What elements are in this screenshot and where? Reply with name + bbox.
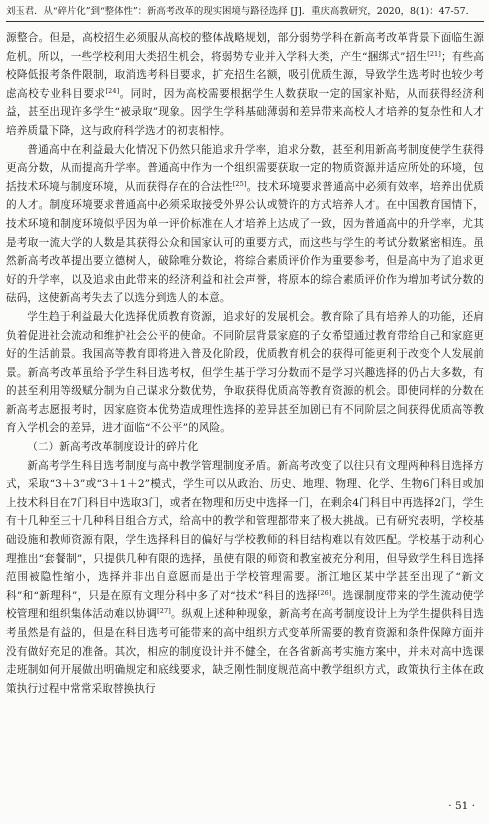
article-body xyxy=(6,29,484,698)
citation-ref: [24] xyxy=(105,86,120,95)
header-rule xyxy=(6,21,484,22)
paragraph-1: 源整合。但是，高校招生必须服从高校的整体战略规划，部分弱势学科在新高考改革背景下面临生源危机。所以，一些学校利用大类招生机会，将弱势专业并入学科大类，产生“捆绑式”招生[21]；有些高校降低报考条件限制，取消选考科目要求，扩充招生名额，吸引优质生源，导致学生选考时也较少考虑高校专业科目要求[24]。同时，因为高校需要根据学生人数获取一定的国家补贴，从而获得经济利益，甚至出现许多学生“被录取”现象。因学生学科基础薄弱和差异带来高校人才培养的复杂性和人才培养质量下降，这与政府科学选才的初衷相悖。 xyxy=(6,32,484,137)
page-number: · 51 · xyxy=(448,800,475,812)
paragraph-3: 学生趋于利益最大化选择优质教育资源，追求好的发展机会。教育除了具有培养人的功能，还肩负着促进社会流动和维护社会公平的使命。不同阶层背景家庭的子女希望通过教育带给自己和家庭更好的生活前景。我国高等教育即将进入普及化阶段，优质教育机会的获得可能更利于改变个人发展前景。新高考改革虽给予学生科目选考权，但学生基于学习分数而不是学习兴趣选择的仍占大多数，有的甚至利用等级赋分制为自己谋求分数优势，争取获得优质高等教育资源的机会。即使同样的分数在新高考志愿报考时，因家庭资本优势造成理性选择的差异甚至加剧已有不同阶层之间获得优质高等教育入学机会的差异，进才面临“不公平”的风险。 xyxy=(6,310,484,435)
section-heading: （二）新高考改革制度设计的碎片化 xyxy=(27,441,199,454)
paragraph-4: 新高考学生科目选考制度与高中教学管理制度矛盾。新高考改变了以往只有文理两种科目选择方式，采取“3＋3”或“3＋1＋2”模式，学生可以从政治、历史、地理、物理、化学、生物6门科目或加上技术科目在7门科目中选取3门，或者在物理和历史中选择一门，在剩余4门科目中再选择2门，学生有十几种至三十几种科目组合方式，给高中的教学和管理都带来了极大挑战。已有研究表明，学校基础设施和教师资源有限，学生选择科目的偏好与学校教师的科目结构难以有效匹配。学校基于动利心理推出“套餐制”，只提供几种有限的选择，虽使有限的师资和教室被充分利用，但导致学生科目选择范围被隐性缩小，选择并非出自意愿而是出于学校管理需要。浙江地区某中学甚至出现了“新文科”和“新理科”，只是在原有文理分科中多了对“技术”科目的选择[26]。选课制度带来的学生流动使学校管理和组织集体活动难以协调[27]。纵观上述种种现象，新高考在高考制度设计上为学生提供科目选考虽然是有益的，但是在科目选考可能带来的高中组织方式变革所需要的教育资源和条件保障方面并没有做好充足的准备。其次，相应的制度设计并不健全，在各省新高考实施方案中，并未对高中选课走班制如何开展做出明确规定和底线要求，缺乏刚性制度规范高中教学组织方式，政策执行主体在政策执行过程中常常采取替换执行 xyxy=(6,459,484,695)
paragraph-2: 普通高中在利益最大化情况下仍然只能追求升学率，追求分数，甚至利用新高考制度使学生获得更高分数，从而提高升学率。普通高中作为一个组织需要获取一定的物质资源并适应所处的环境，包括技术环境与制度环境，从而获得存在的合法性[25]。技术环境要求普通高中必须有效率，培养出优质的人才。制度环境要求普通高中必须采取接受外界公认或赞许的方式培养人才。在中国教育国情下，技术环境和制度环境似乎因为单一评价标准在人才培养上达成了一致，因为普通高中的升学率，尤其是考取一流大学的人数是其获得公众和国家认可的重要方式，而这些与学生的考试分数紧密相连。虽然新高考改革提出要立德树人，破除唯分数论，将综合素质评价作为重要参考，但是高中为了追求更好的升学率，以及追求由此带来的经济利益和社会声誉，将原本的综合素质评价作为增加考试分数的砝码，这使新高考失去了以选分到选人的本意。 xyxy=(6,143,484,305)
running-header: 刘玉君．从“碎片化”到“整体性”：新高考改革的现实困境与路径选择 [J]．重庆高教研究，2020，8(1)：47-57. xyxy=(6,6,469,17)
citation-ref: [26] xyxy=(317,588,332,597)
citation-ref: [21] xyxy=(427,49,441,58)
citation-ref: [27] xyxy=(157,607,171,616)
citation-ref: [25] xyxy=(232,179,247,188)
